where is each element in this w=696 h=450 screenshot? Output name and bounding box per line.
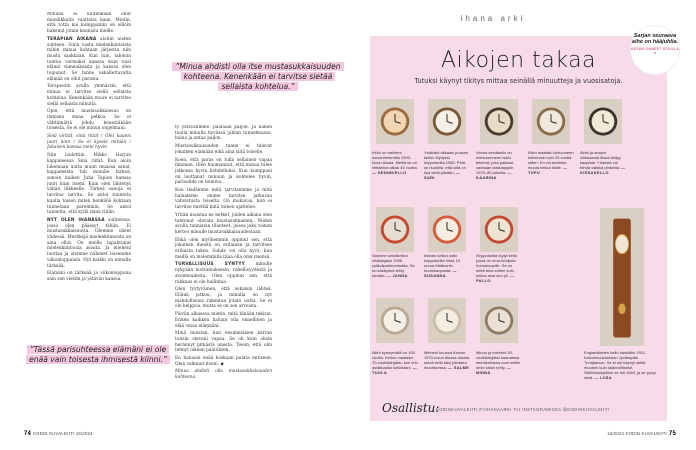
caption-text: Saimme seinäkellon häälahjaksi 1996 ystäväparikummalta. Se on käsityönä tehty kuvalla. — [372, 253, 415, 278]
caption-author: — KISSAKELLO — [580, 165, 626, 175]
clock-photo — [584, 99, 622, 144]
clock-caption — [372, 150, 418, 175]
subheading: TERAPIAN AIKANA — [47, 36, 97, 42]
paragraph: Mustasukkaisuuden tunne ei tulevat jokainen elämään eikä aina siitä toiselle. — [175, 144, 272, 155]
paragraph — [175, 262, 272, 285]
clock-caption — [476, 350, 522, 375]
caption-text: Äidin ja anopin vinkkaama kissa lähtyy kaapista. Yhdestä voi tehdä valikka pinkeilla. — [580, 150, 621, 170]
magazine-name: 16/2024 KODIN KUVALEHTI — [607, 431, 667, 436]
sticker-subtitle: KESÄN ONNEET SIVULLA 4 — [631, 46, 679, 56]
clock-photo — [480, 207, 518, 252]
paragraph: Koen, että paras on tulla sellainen vapaa ihminen. Olen huomannut, että minua tulee jatkossa hyvin kohdelluksi. Kun kumppani on luottanut minuun ja kohtelee hyvin, parisuhde on toimiva. — [175, 157, 272, 186]
clock-photo — [480, 298, 518, 343]
page-folio-left — [24, 431, 93, 437]
paragraph-text: En haluaisi enää koskaan palata entiseen. Olen valinnut itseni. — [175, 356, 272, 367]
clock-photo — [428, 99, 466, 144]
poem: Sinä virität, sinä riität / Olet kaunis juuri noin / Se ei kysele mitään / Jokaisen kanssa meni hyvin — [47, 134, 131, 151]
paragraph: Ehkä olen myöhemmin oppinut sen, että jokainen meistä on erilainen ja tarvitsee erilaista tukea. Suhde voi olla hyvä, kun meillä on molemmilla tilaa olla oma itsensä. — [175, 237, 272, 260]
paragraph: Päivän alkaessa mietin, mitä tänään tekisin. Ennen kaikkea haluan olla onnellinen ja elää omaa elämääni. — [175, 312, 272, 329]
clock-caption — [372, 350, 418, 375]
paragraph: ty ystävänmme. paollaan paljon. Ja hänen tuolla minulla hyvässä juhlan tunnelmassa, halua ja antaa paljon. — [175, 125, 272, 142]
paragraph — [175, 356, 272, 367]
caption-author: — JANNA — [386, 273, 408, 278]
clock-photo — [532, 99, 570, 144]
caption-author: — PALLO — [476, 273, 515, 283]
pull-quote — [172, 62, 344, 114]
clock-caption — [476, 150, 522, 180]
section-label: ihana arki — [460, 14, 526, 23]
paragraph-text: aloitin uuden suhteen. Siinä vasta mielenkiintoista mihin minua kohtaan järjestin niin musta saakkaan. Kun luin, tahdoin tuntea varmaksi kanssa kuin uusi elämä viimeaikaista ja kanssa olen toipunut. Se tunne uskallettavalta elämää on ollut parasta. — [47, 36, 131, 82]
caption-author: — SUSANNA — [424, 268, 457, 278]
caption-text: Äitini synnymäliti on 100 vuotta. Kellon maalasin 70-vuotislahjaksi, kun tein asiakkaalla kelloistani. — [372, 350, 418, 370]
caption-author: — KAARINA — [476, 170, 512, 180]
clock-photo — [376, 99, 414, 144]
paragraph: Minulla ei kuitenkaan ollut muodikkaita vaatteita kaan. Mietin, että totta kai kumppanini on silloin hakenut jotain kaunista meille. — [47, 12, 131, 35]
clock-caption — [424, 253, 470, 278]
clock-photo — [480, 99, 518, 144]
paragraph: Terapeutin avulla ymmärsin, että minua ei tarvitse siellä sellaista kohtelua. Kenenkään muun ei tarvitse siellä sellaista minulta. — [47, 84, 131, 107]
caption-author: — SALME — [448, 365, 470, 370]
caption-text: Mieheni kuussa Keinon 1970-luvun alussa toiseta seinä kello kävi jokaisen muuntuessa. — [424, 350, 470, 370]
clock-photo — [376, 298, 414, 343]
clock-photo — [428, 207, 466, 252]
page-number: 75 — [668, 431, 676, 437]
paragraph: Minä muistan, kun ensimmäisen kerran tunsin olevani vapaa. Se oli kuin olisin herännyt pitkästä unesta. Tiesin, että olin tehnyt oikean päätöksen. — [175, 331, 272, 354]
caption-text: Ystäväni rikkaasi puusen kellon löydyksi kirpputorilta 1980. Pidä se huolella, että siitä on iloa vielä pitkään. — [424, 150, 469, 175]
caption-text: Kello on meiheni isovanhemmilta 1900-luvun alusta. Meillä se on mittarinut aikaa 40 vuotta. — [372, 150, 418, 170]
caption-text: Äitini maalasi olohuoneen kellomme noin 25 vuotta sitten. En voi kuvitella muuta kelloa tilalle. — [528, 150, 574, 170]
caption-author: — SARI — [424, 170, 461, 180]
clock-caption — [372, 253, 418, 278]
end-mark: ◆ — [220, 361, 224, 367]
clock-photo — [428, 298, 466, 343]
caption-text: Englantilainen kello hankittiin 1911. Kahvinkoulutuksen Jyväskylän Tuntijakoon. Se ei ole käynyt siellä muutoin kuin säännöllisesti. Sähköiskäyttöön se tuli 1960, ja se pysyi siinä. — [584, 350, 656, 380]
clock-caption — [528, 150, 574, 175]
paragraph: Niin laulettiin Mikko Harjun kappaleessa Sinä riität. Kun aloin lukemaan uutta muun muassa sanat, kappaleesta tuli minulle tärkeä, sanoin kaiken Juha Tapion kanssa juuri kuin itseni. Kuin olen lähtenyt vähän liikkeelle. Tärkeä sanoja ei tarvitse tarvita. Se antoi tunnetta kuulla toisen miten henkilöä kohtaan tunnetaan paremmin. Se antoi tunnetta, että kyllä minä riitän. — [47, 153, 131, 216]
caption-text: Minun ja mieheni 50-vuotislahjaksi saamassa seinäkellossa ovat meille omin käsin tehty. — [476, 350, 521, 370]
caption-text: Kirpputorilta löytyi kello, jossa on oma tuntijako horoskoopille. Se on eteiä aina eniten kuin kelloa aina sen yli. — [476, 253, 519, 278]
paragraph: Olen tyytyväinen, että uskalsin lähteä. Elämä jatkuu, ja minulla on nyt mahdollisuus rakentaa jotain uutta. Se ei ole helppoa, mutta se on sen arvoista. — [175, 287, 272, 310]
article-column-2 — [175, 125, 272, 427]
clock-caption — [584, 350, 660, 380]
page-number: 74 — [24, 431, 32, 437]
clock-caption — [424, 150, 470, 180]
clock-caption — [580, 150, 626, 175]
paragraph: Elämäni on tärkeää ja viikonloppuna sain sen viestin ja ystävän kanssa. — [47, 271, 131, 282]
pull-quote-text: ”Tässä parisuhteessa elämäni ei ole enää vain toisesta ihmisestä kiinni.” — [26, 345, 170, 364]
paragraph-text: minulle nykyään luottamuksesta, rehellisyydestä ja avoimuudesta. Olen oppinut sen, että rakkaus ei ole hallintaa. — [175, 262, 272, 285]
paragraph — [47, 37, 131, 83]
paragraph-text: suhteessa, jossa olen päässyt tähän. Ei mustasukkaisuutta. Olemme olleet yhdessä. Merkkejä mielenkiinnosta on aina ollut. On meille tapahtunut mielenkiintoisia asioita. Ja mieheni luottaa ja olemme nähneet toisemme viikonloppuisin. Nyt kaikki on minulle tärkeää. — [47, 217, 131, 269]
feature-subtitle: Tutuksi käynyt tikitys mittaa seinällä minuutteja ja vuosisatoja. — [414, 77, 623, 85]
paragraph: Opin, että mustasukkaisuus on ihmisen omaa pelkoa. Se ei välttämättä johdu kenestäkään toisesta. Se ei ole minun ongelmani. — [47, 109, 131, 132]
pull-quote — [24, 345, 172, 385]
paragraph: Kun tiedämme mitä tarvitsemme ja mitä haluamme, emme tarvitse jatkuvaa vahvistusta toiselta. On mukavaa, kun ei tarvitse miettiä mitä toinen ajattelee. — [175, 188, 272, 211]
caption-author: — SENNIKELLO — [372, 170, 407, 175]
caption-author: — LIISA — [594, 375, 612, 380]
caption-text: Ihanan kellon ostin kirpputorilta hinta 10 euroa Mattsonin huutokaupasta. — [424, 253, 461, 273]
participate-tags: KODINKUVALEHTI.FI/IHANAARKI TAI INSTAGRAMISSA @KODINKUVALEHTI — [436, 407, 610, 412]
caption-author: — TUULA — [372, 365, 418, 375]
caption-text: Vanha seinäkello on edesmenneen isäni tekemä, joka pakkasi vanhaan lasikaappiin 1970–80-lukuilla. — [476, 150, 514, 175]
subheading: NYT OLEN IHANASSA — [47, 217, 105, 223]
pull-quote-text: ”Minua ahdisti olla itse mustasukkaisuuden kohteena. Kenenkään ei tarvitse sietää sellaista kohtelua.” — [172, 62, 343, 91]
magazine-name: KODIN KUVALEHTI 16/2024 — [33, 431, 93, 436]
subheading: TURVALLISUUS SYNTYY — [175, 262, 245, 268]
page-folio-right — [607, 431, 676, 437]
clock-caption — [476, 253, 522, 283]
caption-author: — MINNA — [476, 365, 512, 375]
caption-author: — TUPU — [528, 165, 568, 175]
clock-photo — [376, 207, 414, 252]
credit: Minua ahdisti olla mustasukkaisuuden kohteena. — [175, 369, 272, 381]
paragraph — [47, 218, 131, 269]
participate-footer — [370, 399, 667, 421]
paragraph: Yritän muistaa ne hetket, joiden aikana olen tuntenut olevani mustasukkainen. Niiden avulla tunnistan tilanteet, joissa joku toinen kertoo minulle mustasukkaisuudestaan. — [175, 212, 272, 235]
participate-signature: Osallistu: — [382, 401, 440, 415]
clock-caption — [424, 350, 470, 370]
feature-title: Aikojen takaa — [440, 48, 597, 73]
sticker-title: Sarjan seuraava aihe on hääjuhlia. — [631, 33, 679, 46]
article-column-1 — [47, 12, 131, 337]
clock-photo — [600, 208, 644, 346]
